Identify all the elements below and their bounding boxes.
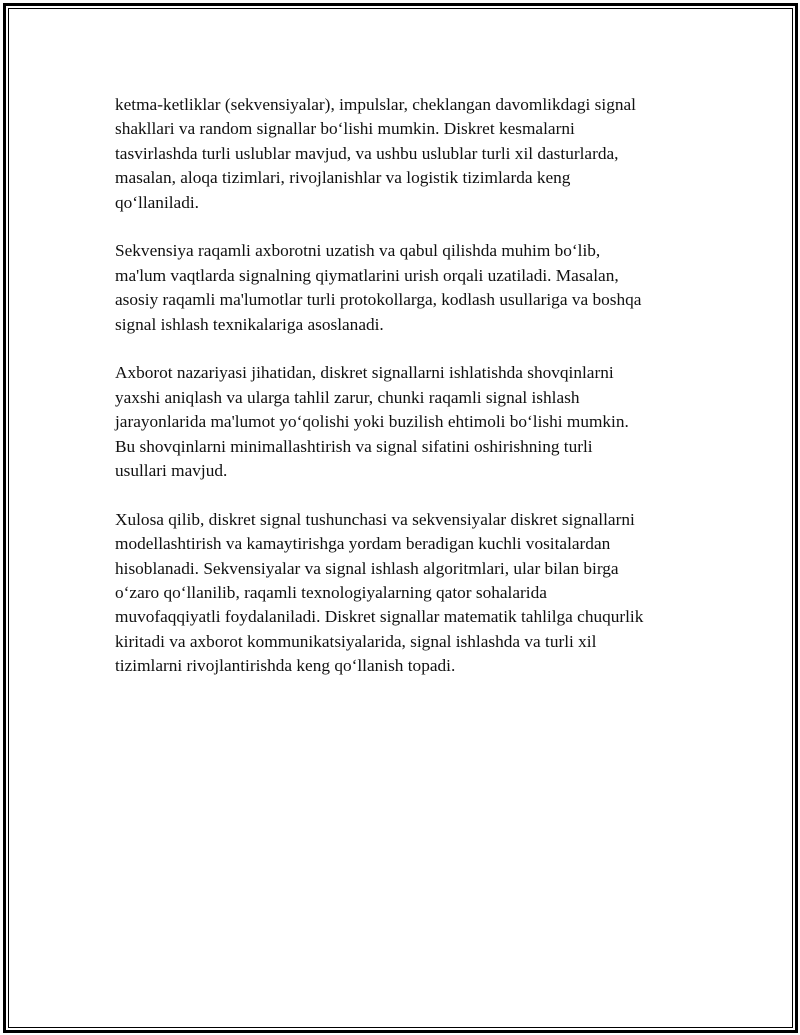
text-line: o‘zaro qo‘llanilib, raqamli texnologiyalarning qator sohalarida <box>115 583 547 603</box>
text-line: signal ishlash texnikalariga asoslanadi. <box>115 314 384 334</box>
text-line: tasvirlashda turli uslublar mavjud, va ushbu uslublar turli xil dasturlarda, <box>115 143 619 163</box>
paragraph-4 <box>115 508 705 679</box>
text-line: usullari mavjud. <box>115 461 228 481</box>
text-line: masalan, aloqa tizimlari, rivojlanishlar va logistik tizimlarda keng <box>115 168 571 188</box>
text-line: kiritadi va axborot kommunikatsiyalarida, signal ishlashda va turli xil <box>115 631 597 651</box>
text-line: hisoblanadi. Sekvensiyalar va signal ishlash algoritmlari, ular bilan birga <box>115 558 619 578</box>
text-line: muvofaqqiyatli foydalaniladi. Diskret signallar matematik tahlilga chuqurlik <box>115 607 644 627</box>
text-line: Sekvensiya raqamli axborotni uzatish va qabul qilishda muhim bo‘lib, <box>115 241 601 261</box>
text-line: modellashtirish va kamaytirishga yordam beradigan kuchli vositalardan <box>115 534 611 554</box>
paragraph-2 <box>115 239 705 337</box>
text-line: ketma-ketliklar (sekvensiyalar), impulslar, cheklangan davomlikdagi signal <box>115 95 636 114</box>
paragraph-1 <box>115 93 705 215</box>
text-line: asosiy raqamli ma'lumotlar turli protokollarga, kodlash usullariga va boshqa <box>115 290 642 310</box>
text-line: shakllari va random signallar bo‘lishi mumkin. Diskret kesmalarni <box>115 119 575 139</box>
text-line: ma'lum vaqtlarda signalning qiymatlarini urish orqali uzatiladi. Masalan, <box>115 265 619 285</box>
text-line: Bu shovqinlarni minimallashtirish va signal sifatini oshirishning turli <box>115 436 593 456</box>
text-line: yaxshi aniqlash va ularga tahlil zarur, chunki raqamli signal ishlash <box>115 387 580 407</box>
text-line: Axborot nazariyasi jihatidan, diskret signallarni ishlatishda shovqinlarni <box>115 363 614 383</box>
document-body <box>115 93 705 703</box>
text-line: Xulosa qilib, diskret signal tushunchasi va sekvensiyalar diskret signallarni <box>115 509 635 529</box>
text-line: qo‘llaniladi. <box>115 192 199 212</box>
text-line: jarayonlarida ma'lumot yo‘qolishi yoki buzilish ehtimoli bo‘lishi mumkin. <box>115 412 629 432</box>
text-line: tizimlarni rivojlantirishda keng qo‘llanish topadi. <box>115 656 456 676</box>
paragraph-3 <box>115 361 705 483</box>
